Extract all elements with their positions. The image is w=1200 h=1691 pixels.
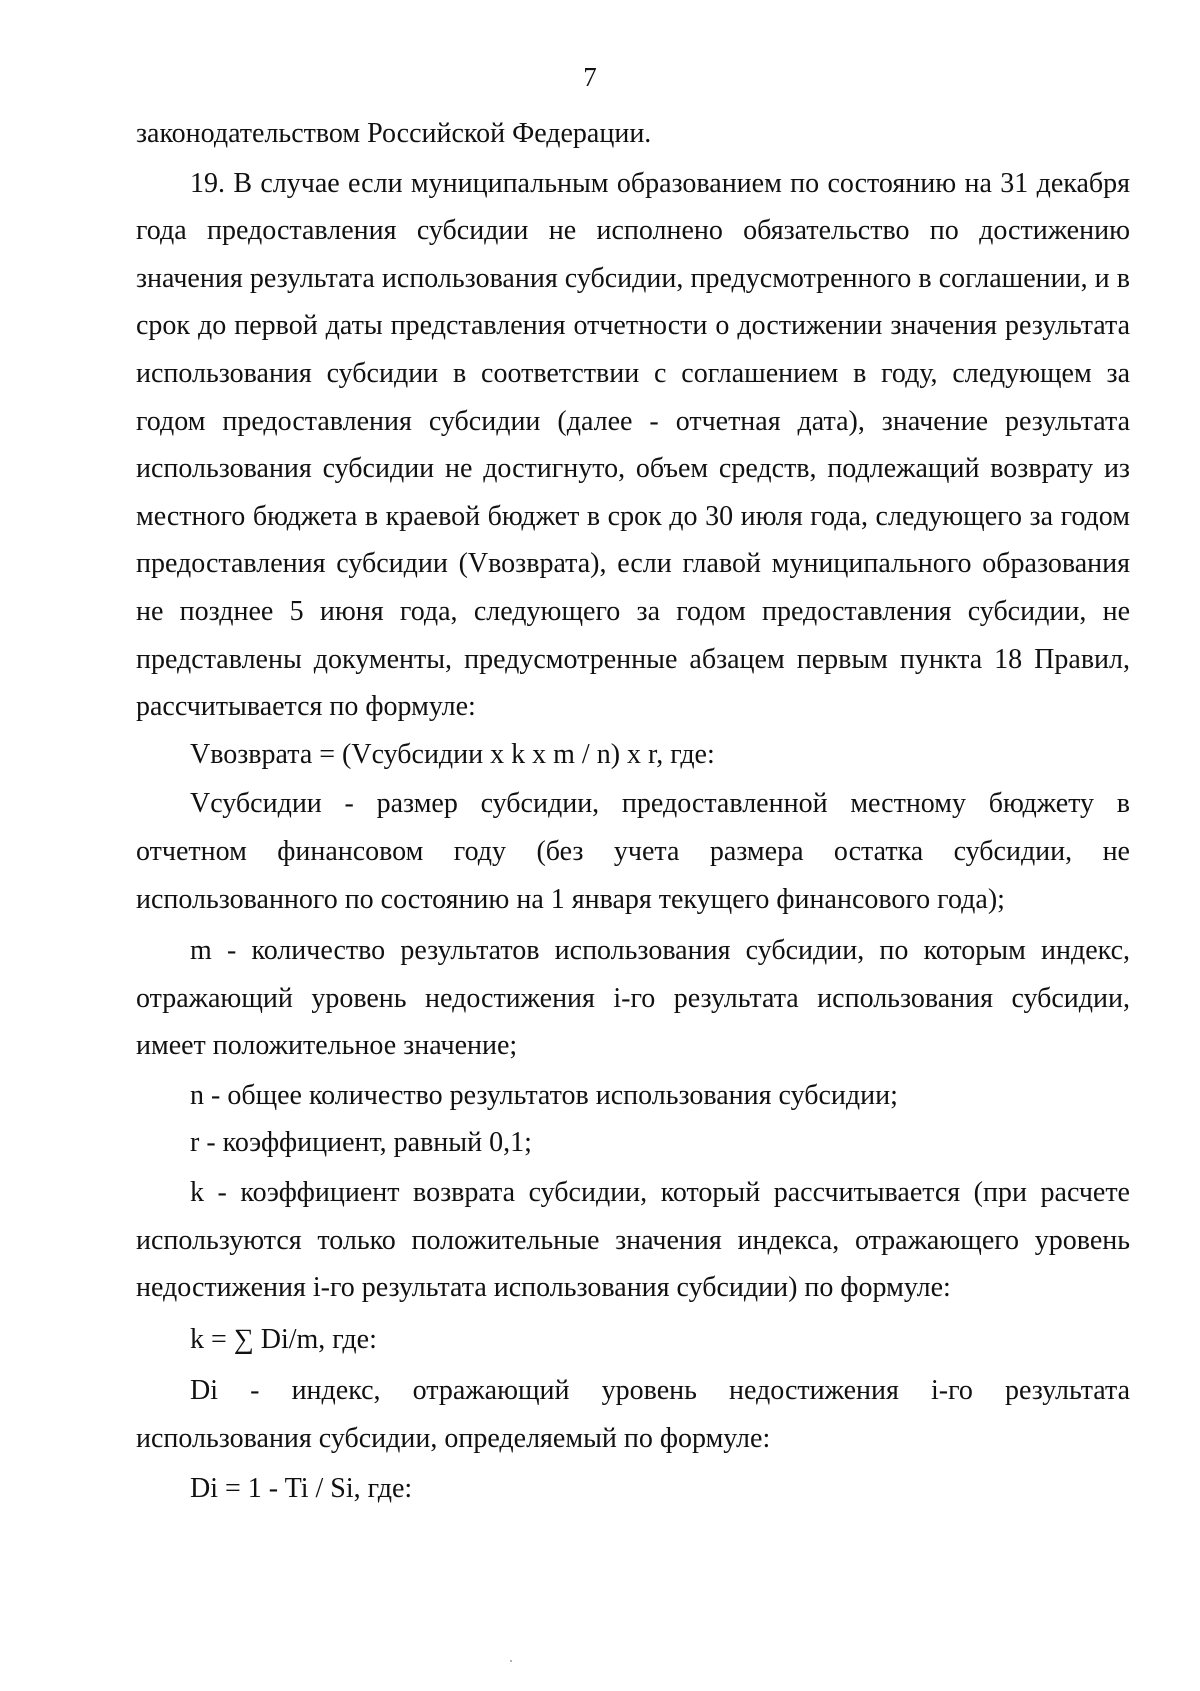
definition-m: m - количество результатов использования субсидии, по которым индекс, отражающий уровень недостижения i-го результата использования субсидии, имеет положительное значение;: [136, 935, 1130, 1062]
paragraph-clause-19: 19. В случае если муниципальным образованием по состоянию на 31 декабря года предоставления субсидии не исполнено обязательство по достижению значения результата использования субсидии, предусмотренного в соглашении, и в срок до первой даты представления отчетности о достижении значения результата использования субсидии в соответствии с соглашением в году, следующем за годом предоставления субсидии (далее - отчетная дата), значение результата использования субсидии не достигнуто, объем средств, подлежащий возврату из местного бюджета в краевой бюджет в срок до 30 июля года, следующего за годом предоставления субсидии (Vвозврата), если главой муниципального образования не позднее 5 июня года, следующего за годом предоставления субсидии, не представлены документы, предусмотренные абзацем первым пункта 18 Правил, рассчитывается по формуле:: [136, 167, 1130, 723]
definition-r: r - коэффициент, равный 0,1;: [190, 1127, 532, 1159]
paragraph-continuation: законодательством Российской Федерации.: [136, 118, 652, 149]
formula-k: k = ∑ Di/m, где:: [190, 1323, 377, 1355]
definition-k: k - коэффициент возврата субсидии, который рассчитывается (при расчете используются только положительные значения индекса, отражающего уровень недостижения i-го результата использования субсидии) по формуле:: [136, 1177, 1130, 1304]
page-number: 7: [583, 62, 597, 92]
scan-speck: [510, 1660, 512, 1662]
formula-di: Di = 1 - Ti / Si, где:: [190, 1472, 413, 1504]
definition-di: Di - индекс, отражающий уровень недостижения i-го результата использования субсидии, определяемый по формуле:: [136, 1375, 1130, 1455]
document-body: [136, 110, 1130, 1512]
definition-v-subsidy: Vсубсидии - размер субсидии, предоставленной местному бюджету в отчетном финансовом году (без учета размера остатка субсидии, не использованного по состоянию на 1 января текущего финансового года);: [136, 788, 1130, 915]
definition-n: n - общее количество результатов использования субсидии;: [190, 1079, 898, 1111]
formula-v-return: Vвозврата = (Vсубсидии x k x m / n) x r, где:: [190, 738, 715, 770]
